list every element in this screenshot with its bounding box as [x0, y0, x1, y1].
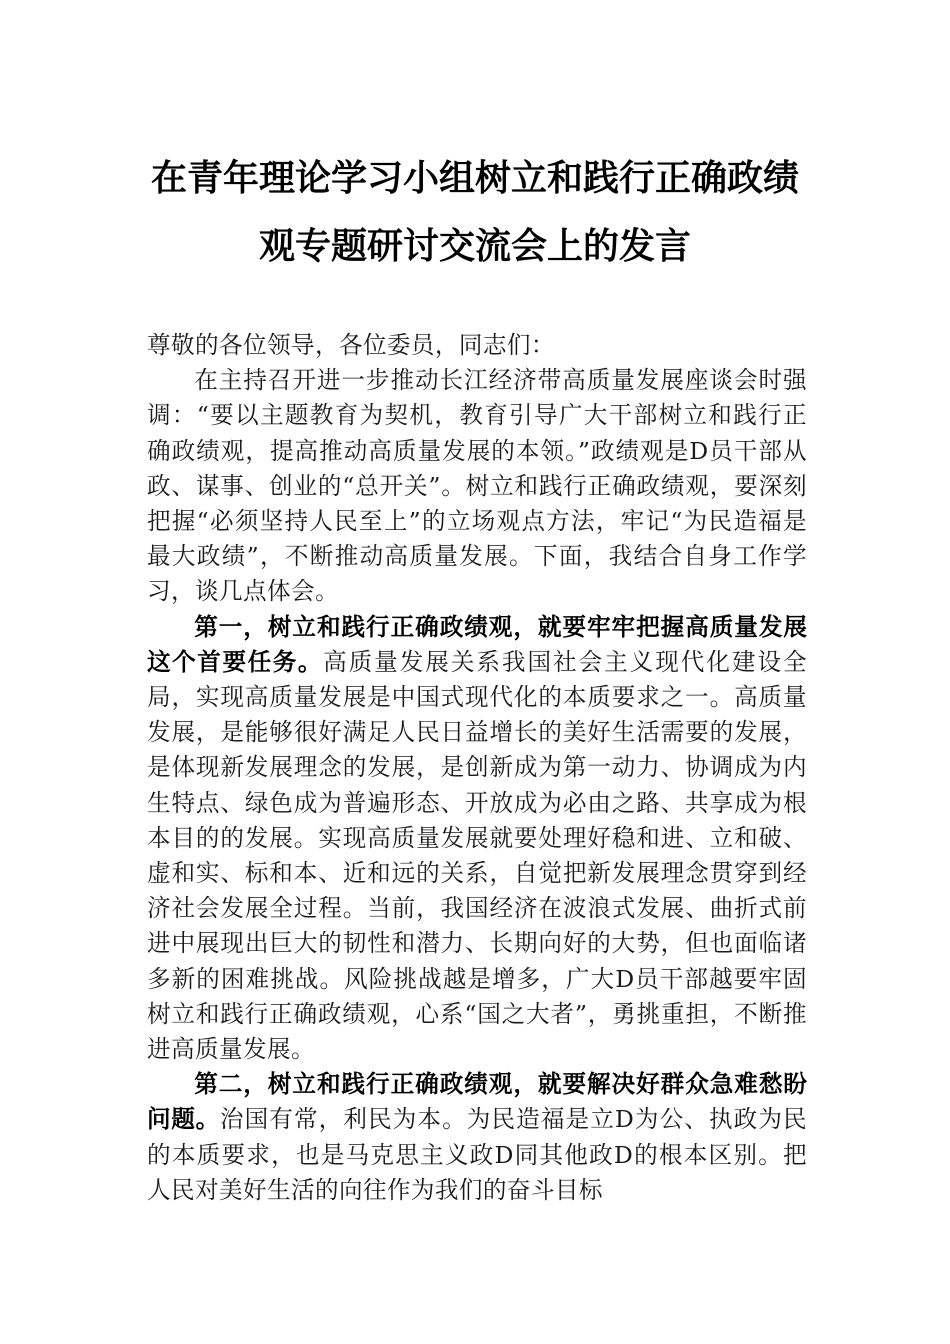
paragraph-lead: 第一，树立和践行正确政绩观，就要牢牢把握高质量发展这个首要任务。 [147, 612, 807, 676]
title-line-1: 在青年理论学习小组树立和践行正确政绩 [150, 157, 799, 199]
paragraph-text: 治国有常，利民为本。为民造福是立D为公、执政为民的本质要求，也是马克思主义政D同其他政D的根本区别。把人民对美好生活的向往作为我们的奋斗目标 [147, 1105, 808, 1204]
paragraph-lead: 第二，树立和践行正确政绩观，就要解决好群众急难愁盼问题。 [147, 1070, 807, 1134]
paragraph-text: 高质量发展关系我国社会主义现代化建设全局，实现高质量发展是中国式现代化的本质要求之一。高质量发展，是能够很好满足人民日益增长的美好生活需要的发展，是体现新发展理念的发展，是创新成为第一动力、协调成为内生特点、绿色成为普遍形态、开放成为必由之路、共享成为根本目的的发展。实现高质量发展就要处理好稳和进、立和破、虚和实、标和本、近和远的关系，自觉把新发展理念贯穿到经济社会发展全过程。当前，我国经济在波浪式发展、曲折式前进中展现出巨大的韧性和潜力、长期向好的大势，但也面临诸多新的困难挑战。风险挑战越是增多，广大D员干部越要牢固树立和践行正确政绩观，心系“国之大者”，勇挑重担，不断推进高质量发展。 [147, 647, 807, 1064]
paragraph-text: 在主持召开进一步推动长江经济带高质量发展座谈会时强调：“要以主题教育为契机，教育引导广大干部树立和践行正确政绩观，提高推动高质量发展的本领。”政绩观是D员干部从政、谋事、创业的“总开关”。树立和践行正确政绩观，要深刻把握“必须坚持人民至上”的立场观点方法，牢记“为民造福是最大政绩”，不断推动高质量发展。下面，我结合自身工作学习，谈几点体会。 [147, 366, 807, 606]
paragraph-point-1 [147, 610, 807, 1068]
title-line-2: 观专题研讨交流会上的发言 [258, 225, 691, 267]
paragraph-intro [147, 363, 807, 609]
document-body [147, 328, 807, 1208]
document-title [120, 157, 830, 267]
salutation: 尊敬的各位领导，各位委员，同志们： [147, 331, 555, 359]
paragraph-point-2 [147, 1067, 807, 1208]
